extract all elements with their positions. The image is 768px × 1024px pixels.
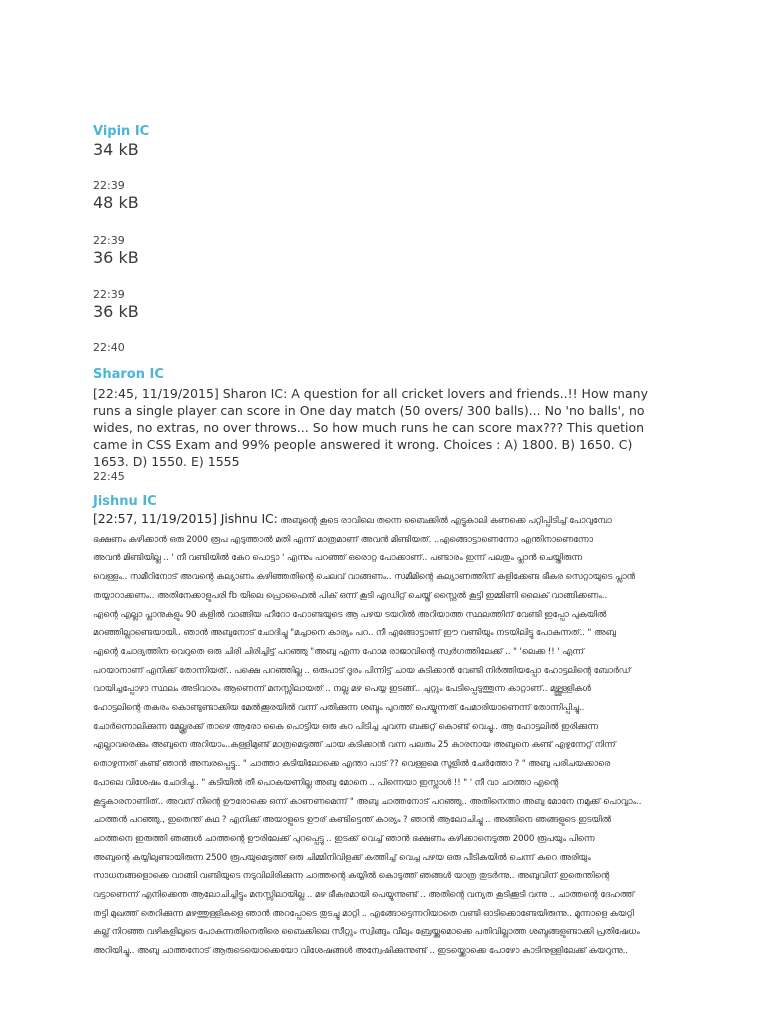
message-line: ചാത്തനെ ഇരുത്തി ഞങ്ങൾ ചാത്തന്റെ ഊരിലേക്ക് പുറപ്പെട്ടു .. ഇടക്ക് വെച്ച് ഞാൻ ഭക്ഷണം കഴിക്കാനെടുത്ത 2000 രൂപയും പിന്നെ bbox=[93, 833, 595, 844]
message-line: പോലെ വിശേഷം ചോദിച്ചു.. " കടിയിൽ തീ പൊകയണില്ല അബു മോനെ .. പിന്നെയാ ഇസ്ലാൾ !! " ' നീ വാ ചാത്താ എന്റെ bbox=[93, 777, 559, 788]
message-line-text: അബുന്റെ കൂടെ രാവിലെ തന്നെ ബൈക്കിൽ എട്ടുകാലി കണക്കെ പറ്റിപ്പിടിച്ച് പോവുമ്പോ bbox=[280, 516, 612, 526]
message-line: എല്ലാവരെക്കും അബുനെ അറിയാം..കള്ളിമുണ്ട് മാത്രമെടുത്ത് ചായ കടിക്കാൻ വന്ന പലരും 25 കാരനായ അബുനെ കണ്ട് എഴുന്നേറ്റ് നിന്ന് bbox=[93, 740, 616, 751]
message-line bbox=[93, 510, 723, 531]
timestamp: 22:40 bbox=[93, 341, 125, 354]
message-line: ഹോട്ടലിന്റെ തകരം കൊണ്ടുണ്ടാക്കിയ മേൽക്കൂരയിൽ വന്ന് പതിക്കുന്ന ശബ്ദം പുറത്ത് പെയ്യുന്നത് പേമാരിയാണെന്ന് തോന്നിപ്പിച്ചു.. bbox=[93, 703, 585, 714]
message-line: wides, no extras, no over throws... So how much runs he can score max??? This quetion bbox=[93, 420, 645, 435]
message-line: എന്റെ എല്ലാ പ്ലാനുകളും 90 കളിൽ വാങ്ങിയ ഹീറോ ഹോണ്ടയുടെ ആ പഴയ ടയറിൽ അറിയാത്ത സ്ഥലത്തിന് വേണ്ടി ഇപ്പോ പുകയിൽ bbox=[93, 609, 607, 620]
message-line: മറഞ്ഞില്ലാണ്ടെയായി.. ഞാൻ അബുനോട് ചോദിച്ചു "മച്ചാനെ കാര്യം പറ.. നീ എങ്ങോട്ടാണ് ഈ വണ്ടിയും നടയിലിട്ടു പോകുന്നത്.. " അബു bbox=[93, 628, 616, 639]
message-text bbox=[93, 385, 723, 470]
message-line: came in CSS Exam and 99% people answered it wrong. Choices : A) 1800. B) 1650. C) bbox=[93, 437, 633, 452]
message-line: തട്ടി മുഖത്ത് തെറിക്കുന്ന മഴത്തുള്ളികളെ ഞാൻ അറപ്പോടെ തുടച്ചു മാറ്റി .. എങ്ങോട്ടെന്നറിയാതെ വണ്ടി ഓടിക്കൊണ്ടേയിരുന്നു.. മൂന്നാളെ കയറ്റി bbox=[93, 908, 634, 919]
message-line: വട്ടാണെന്ന് എനിക്കെന്ത ആലോചിച്ചിട്ടും മനസ്സിലായില്ല .. മഴ ഭീകരമായി പെയ്യുന്നുണ്ട് .. അതിന്റെ വന്യത കൂടിക്കൂടി വന്നു .. ചാത്തന്റെ ദേഹത്ത് bbox=[93, 890, 635, 901]
message-line: തൊഴുന്നത് കണ്ട് ഞാൻ അമ്പരപ്പെട്ടു.. " ചാത്താ കടിയിലോക്കെ എന്താ പാട് ?? വെള്ളമെ സൂളിൽ ചേർത്തോ ? " അബു പരിചയക്കാരെ bbox=[93, 759, 611, 770]
message-line: കല്ല് നിറഞ്ഞ വഴികളിലൂടെ പോകുന്നതിനെതിരെ ബൈക്കിലെ സീറ്റും സ്വിങ്ങും വീലും ബ്രേയ്ക്കുമൊക്കെ പതിവില്ലാത്ത ശബ്ദങ്ങളുണ്ടാക്കി പ്രതിഷേധം bbox=[93, 927, 640, 938]
attachment-size: 34 kB bbox=[93, 140, 139, 159]
sender-name: Vipin IC bbox=[93, 124, 150, 139]
timestamp: 22:39 bbox=[93, 288, 125, 301]
timestamp: 22:45 bbox=[93, 470, 125, 483]
sender-name: Jishnu IC bbox=[93, 494, 157, 509]
vipin-block bbox=[93, 124, 723, 354]
attachment-size: 48 kB bbox=[93, 193, 139, 212]
message-text bbox=[93, 510, 723, 961]
message-line: പറയാനാണ് എനിക്ക് തോന്നിയത്.. പക്ഷെ പറഞ്ഞില്ല .. ഒരുപാട് ദൂരം പിന്നിട്ട് ചായ കുടിക്കാൻ വേണ്ടി നിർത്തിയപ്പോ ഹോട്ടലിന്റെ ബോർഡ് bbox=[93, 665, 631, 676]
message-line: 1653. D) 1550. E) 1555 bbox=[93, 454, 240, 469]
message-line: അബുന്റെ കയ്യിലുണ്ടായിരുന്ന 2500 രൂപയുമെടുത്ത് ഒരു ചിമ്മിനിവിളക്ക് കത്തിച്ച് വെച്ച പഴയ ഒരു പീടികയിൽ ചെന്ന് കറെ അരിയും bbox=[93, 852, 591, 863]
message-line: വായിച്ചപ്പോഴാ സ്ഥലം അടിവാരം ആണെന്ന് മനസ്സിലായത് .. നല്ല മഴ പെയ്യ ഇടങ്ങ്.. ചുറ്റും പേടിപ്പെടുത്തുന്ന കാറ്റാണ്.. മഴ്ത്തുള്ളികൾ bbox=[93, 684, 591, 695]
message-line: അറിയിച്ചു.. അബു ചാത്തനോട് ആരുടെയൊക്കെയോ വിശേഷങ്ങൾ അന്വേഷിക്കുന്നുണ്ട് .. ഇടയ്ക്കൊക്കെ പോഴോ കാടിനുള്ളിലേക്ക് കയറുന്നു.. bbox=[93, 946, 628, 957]
attachment-size: 36 kB bbox=[93, 302, 139, 321]
timestamp: 22:39 bbox=[93, 179, 125, 192]
message-line: തയ്യാറാക്കണം.. അതിനേക്കാളുപരി fb യിലെ പ്രൊഫൈൽ പിക് ഒന്ന് കൂടി എഡിറ്റ് ചെയ്ത് സ്റ്റൈൽ കൂട്ടി ഇമ്മിണി ലൈക് വാങ്ങിക്കണം.. bbox=[93, 590, 608, 601]
message-line: [22:45, 11/19/2015] Sharon IC: A question for all cricket lovers and friends..!! How many bbox=[93, 386, 648, 401]
jishnu-block bbox=[93, 494, 723, 961]
sharon-block bbox=[93, 367, 723, 484]
message-line: അവൻ മിണ്ടിയില്ല .. ' നീ വണ്ടിയിൽ കേറ പൊട്ടാ ' എന്നും പറഞ്ഞ് ഒരൊറ്റ പോക്കാണ്.. പണ്ടാരം ഇന്ന് പലതും പ്ലാൻ ചെയ്തിരുന്ന bbox=[93, 553, 583, 564]
message-line: വെള്ളം.. സമീറിനോട് അവന്റെ കല്യാണം കഴിഞ്ഞതിന്റെ ചെലവ് വാങ്ങണം.. സമീമിന്റെ കല്യാണത്തിന് കളിക്കേണ്ട ഭീകര സെറ്റായുടെ പ്ലാൻ bbox=[93, 572, 636, 583]
sender-name: Sharon IC bbox=[93, 367, 164, 382]
message-line: ചോർന്നൊലിക്കുന്ന മേല്ക്കൂരക്ക് താഴെ ആരോ കൈ പൊട്ടിയ ഒരു കറ പിടിച്ച ചുവന്ന ബക്കറ്റ് കൊണ്ട് വെച്ചു.. ആ ഹോട്ടലിൽ ഇരിക്കുന്ന bbox=[93, 721, 598, 732]
message-line: ഭക്ഷണം കഴിക്കാൻ ഒരു 2000 രൂപ എടുത്താൽ മതി എന്ന് മാത്രമാണ് അവൻ മിണ്ടിയത്. ..എങ്ങൊട്ടാണെന്നോ എന്തിനാണെന്നോ bbox=[93, 534, 593, 545]
message-line: ചാത്തൻ പറഞ്ഞു., ഇതെന്ത് കഥ ? എനിക്ക് അയാളുടെ ഊര് കണ്ടിട്ടെന്ത് കാര്യം ? ഞാൻ ആലോചിച്ചു .. അങ്ങിനെ ഞങ്ങളുടെ ഇടയിൽ bbox=[93, 815, 612, 826]
attachment-size: 36 kB bbox=[93, 248, 139, 267]
message-line: runs a single player can score in One day match (50 overs/ 300 balls)... No 'no balls', no bbox=[93, 403, 645, 418]
message-line: കൂട്ടുകാരനാണിത്.. അവന് നിന്റെ ഊരോക്കെ ഒന്ന് കാണണമെന്ന് " അബു ചാത്തനോട് പറഞ്ഞു.. അതിനെന്താ അബു മോനേ നമുക്ക് പൊവ്വാം.. bbox=[93, 796, 642, 807]
message-lead: [22:57, 11/19/2015] Jishnu IC: bbox=[93, 511, 278, 526]
message-line: സാധനങ്ങളൊക്കെ വാങ്ങി വണ്ടിയുടെ നടുവിലിരിക്കുന്ന ചാത്തന്റെ കയ്യിൽ കൊടുത്ത് ഞങ്ങൾ യാത്ര തുടർന്നു.. അബുവിന് ഇതെന്തിന്റെ bbox=[93, 871, 610, 882]
timestamp: 22:39 bbox=[93, 234, 125, 247]
message-line: എന്റെ ചോദ്യത്തിന വെറുതെ ഒരു ചിരി ചിരിച്ചിട്ട് പറഞ്ഞു "അബു എന്ന ഹോമ രാജാവിന്റെ സ്വർഗത്തിലേക്ക് .. " 'ലെക്ക !! ' എന്ന് bbox=[93, 646, 584, 657]
